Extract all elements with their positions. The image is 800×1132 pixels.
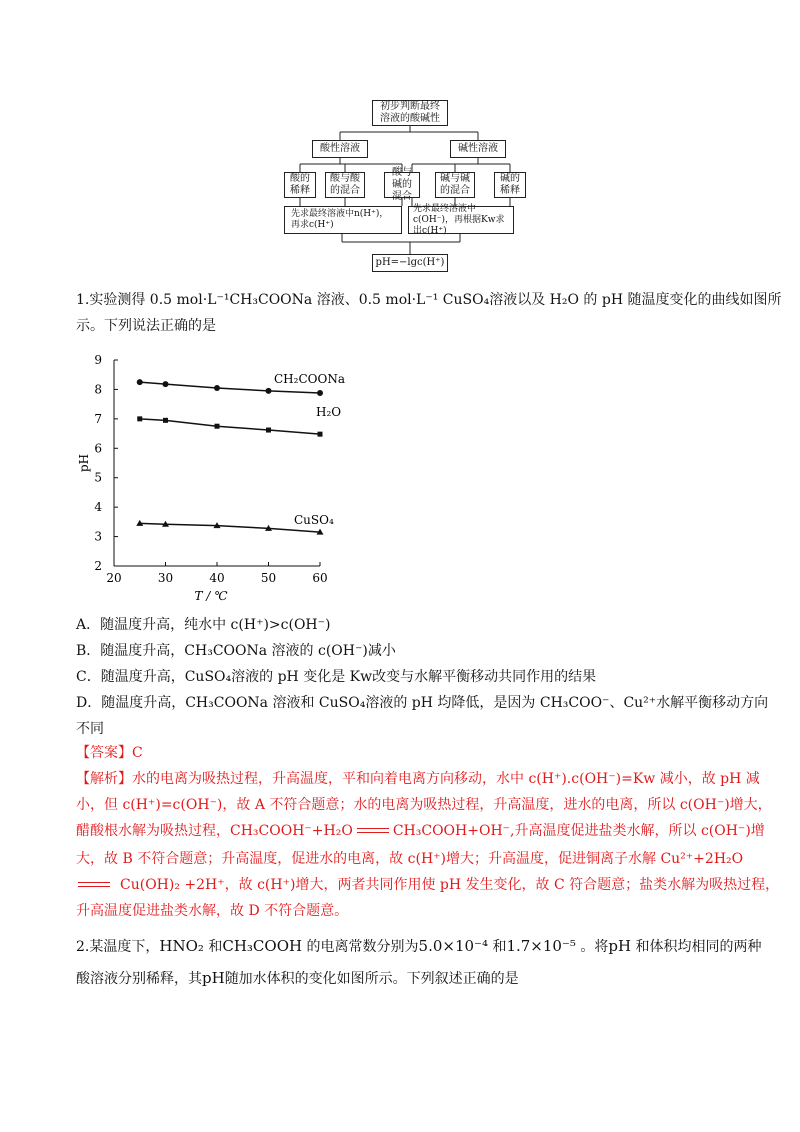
q2-text5: 酸溶液分别稀释，其 [76,971,202,987]
x-tick-label: 20 [106,571,122,585]
q2-intro: 2.某温度下， [76,939,160,955]
q1-option-a: A．随温度升高，纯水中 c(H⁺)>c(OH⁻) [76,617,331,633]
flowchart-result-box: pH=−lgc(H⁺) [372,254,448,272]
data-point-circle [214,385,220,391]
q2-text6: 随加水体积的变化如图所示。下列叙述正确的是 [224,971,519,987]
q1-analysis-line1 [76,766,760,792]
y-tick-label: 5 [94,470,102,485]
flowchart-leaf-acid-acid: 酸与酸的混合 [325,172,365,198]
analysis-text-3b: CH₃COOH+OH⁻,升高温度促进盐类水解，所以 c(OH⁻)增 [392,823,765,839]
flowchart-leaf-acid-base: 酸与碱的混合 [384,172,420,198]
flowchart-calc-acid-box: 先求最终溶液中n(H⁺)，再求c(H⁺) [284,206,402,234]
q2-text3: 。将 [580,939,609,955]
y-tick-label: 4 [94,500,102,515]
q2-ph-1: pH [608,937,632,955]
analysis-text-3a: 醋酸根水解为吸热过程，CH₃COOH⁻+H₂O [76,823,353,839]
q1-option-d-line2: 不同 [76,721,104,737]
answer-value: C [132,745,143,761]
x-tick-label: 50 [260,571,277,585]
q1-analysis-line6: 升高温度促进盐类水解，故 D 不符合题意。 [76,903,349,919]
y-tick-label: 6 [94,441,102,456]
data-point-circle [137,379,143,385]
flowchart-acid-box: 酸性溶液 [312,140,368,158]
y-tick-label: 7 [94,411,102,426]
x-axis-label: T / ℃ [194,589,228,603]
q2-and: 和 [208,939,223,955]
series-label: CH₂COONa [274,371,345,386]
analysis-text-1: 水的电离为吸热过程，升高温度，平和向着电离方向移动，水中 c(H⁺).c(OH⁻)=Kw 减小，故 pH 减 [132,771,760,787]
data-point-circle [163,381,169,387]
flowchart [0,0,800,280]
q2-k2: 1.7×10⁻⁵ [506,937,576,955]
q2-hno2: HNO₂ [159,937,204,955]
y-axis-label: pH [77,453,91,473]
flowchart-leaf-base-dilution: 碱的稀释 [494,172,526,198]
series-label: CuSO₄ [294,513,334,528]
ph-temperature-chart [76,344,376,609]
q2-ph-2: pH [202,969,225,987]
data-point-square [163,418,168,423]
flowchart-top-box: 初步判断最终溶液的酸碱性 [372,100,448,126]
q2-k1: 5.0×10⁻⁴ [418,937,488,955]
flowchart-connectors [0,0,800,280]
flowchart-base-box: 碱性溶液 [450,140,506,158]
q1-option-b: B．随温度升高，CH₃COONa 溶液的 c(OH⁻)减小 [76,643,396,659]
q1-analysis-line4: 大，故 B 不符合题意；升高温度，促进水的电离，故 c(H⁺)增大；升高温度，促进铜离子水解 Cu²⁺+2H₂O [76,851,744,867]
flowchart-leaf-acid-dilution: 酸的稀释 [284,172,316,198]
q2-stem-line1 [76,932,761,961]
equilibrium-arrow-icon [78,880,110,890]
data-point-square [137,416,142,421]
data-point-circle [266,388,272,394]
q1-answer [76,740,143,766]
y-tick-label: 3 [94,529,102,544]
y-tick-label: 9 [94,353,102,367]
analysis-label: 【解析】 [76,771,132,787]
q1-analysis-line3 [76,818,765,844]
q1-analysis-line2: 小，但 c(H⁺)=c(OH⁻)，故 A 不符合题意；水的电离为吸热过程，升高温度，进水的电离，所以 c(OH⁻)增大， [76,797,772,813]
q2-stem-line2 [76,964,519,993]
q1-option-c: C．随温度升高，CuSO₄溶液的 pH 变化是 Kw改变与水解平衡移动共同作用的结果 [76,669,597,685]
x-tick-label: 60 [312,571,328,585]
q2-ch3cooh: CH₃COOH [222,937,303,955]
x-tick-label: 40 [209,571,225,585]
y-tick-label: 8 [94,382,102,397]
analysis-text-5: Cu(OH)₂ +2H⁺，故 c(H⁺)增大，两者共同作用使 pH 发生变化，故 C 符合题意；盐类水解为吸热过程， [120,877,780,893]
q1-stem-line2: 示。下列说法正确的是 [76,318,216,334]
flowchart-calc-base-box: 先求最终溶液中c(OH⁻)，再根据Kw求出c(H⁺) [408,206,514,234]
data-point-circle [317,390,323,396]
flowchart-leaf-base-base: 碱与碱的混合 [435,172,475,198]
data-point-square [266,428,271,433]
data-point-square [318,432,323,437]
y-tick-label: 2 [94,559,102,573]
data-point-square [215,424,220,429]
equilibrium-arrow-icon [357,826,389,836]
q1-option-d-line1: D．随温度升高，CH₃COONa 溶液和 CuSO₄溶液的 pH 均降低，是因为 CH₃COO⁻、Cu²⁺水解平衡移动方向 [76,695,769,711]
x-tick-label: 30 [157,571,174,585]
q2-text4: 和体积均相同的两种 [635,939,762,955]
answer-label: 【答案】 [76,745,132,761]
q1-stem-line1: 1.实验测得 0.5 mol·L⁻¹CH₃COONa 溶液、0.5 mol·L⁻¹ CuSO₄溶液以及 H₂O 的 pH 随温度变化的曲线如图所 [76,292,782,308]
series-label: H₂O [316,405,342,420]
q1-analysis-line5 [76,872,779,898]
q2-and2: 和 [492,939,507,955]
q2-text2: 的电离常数分别为 [306,939,419,955]
